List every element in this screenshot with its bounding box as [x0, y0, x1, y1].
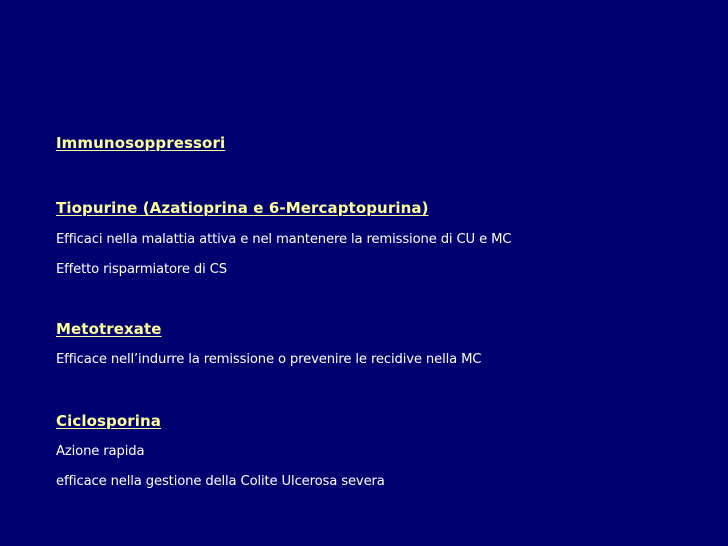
section-text-ciclosporina-2: efficace nella gestione della Colite Ulcerosa severa [56, 474, 385, 489]
section-text-tiopurine-1: Efficaci nella malattia attiva e nel mantenere la remissione di CU e MC [56, 232, 512, 247]
section-text-metotrexate-1: Efficace nell’indurre la remissione o prevenire le recidive nella MC [56, 352, 482, 367]
section-text-ciclosporina-1: Azione rapida [56, 444, 145, 459]
section-text-tiopurine-2: Effetto risparmiatore di CS [56, 262, 227, 277]
section-heading-ciclosporina: Ciclosporina [56, 412, 161, 430]
section-heading-tiopurine: Tiopurine (Azatioprina e 6-Mercaptopurina) [56, 199, 429, 217]
slide-title: Immunosoppressori [56, 134, 226, 152]
section-heading-metotrexate: Metotrexate [56, 320, 162, 338]
